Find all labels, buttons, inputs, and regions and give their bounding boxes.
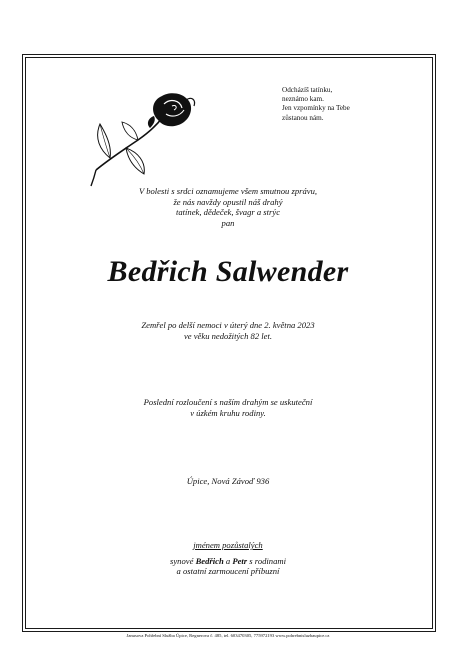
farewell: [0, 397, 456, 418]
farewell-line: Poslední rozloučení s naším drahým se uskuteční: [143, 397, 313, 407]
rose-icon: [88, 90, 198, 188]
poem-line: neznámo kam.: [282, 95, 324, 104]
death-info-line: ve věku nedožitých 82 let.: [183, 330, 273, 341]
poem: [282, 86, 412, 123]
address: [0, 476, 456, 487]
signature-heading: jménem pozůstalých: [193, 540, 263, 550]
signature-suffix: s rodinami: [249, 555, 286, 566]
signature-relatives: a ostatní zarmoucení příbuzní: [176, 566, 280, 577]
signature: [0, 540, 456, 577]
signature-conj: a: [225, 555, 231, 566]
farewell-line: v úzkém kruhu rodiny.: [190, 407, 266, 418]
poem-line: Jen vzpomínky na Tebe: [282, 104, 350, 113]
death-info: [0, 320, 456, 341]
announcement-line: V bolesti s srdci oznamujeme všem smutnou zprávu,: [138, 186, 318, 196]
poem-line: Odcházíš tatínku,: [282, 86, 333, 94]
death-info-line: Zemřel po delší nemoci v úterý dne 2. května 2023: [141, 320, 315, 330]
signature-prefix: synové: [170, 555, 194, 566]
poem-line: zůstanou nám.: [282, 113, 324, 122]
announcement-line: že nás navždy opustil náš drahý: [173, 196, 283, 207]
announcement-line: pan: [221, 217, 235, 228]
address-line: Úpice, Nová Závoď 936: [186, 476, 270, 486]
announcement: [0, 186, 456, 228]
deceased-name: Bedřich Salwender: [107, 255, 349, 288]
son-name-2: Petr: [232, 555, 248, 566]
son-name-1: Bedřich: [195, 555, 224, 566]
announcement-line: tatínek, dědeček, švagr a strýc: [175, 207, 281, 218]
footer-funeral-service: Janusova Pohřební Služba Úpice, Regnerova č. 485, tel. 603470305, 775972193 www.pohrebnisluzbaupice.cz: [126, 633, 330, 638]
